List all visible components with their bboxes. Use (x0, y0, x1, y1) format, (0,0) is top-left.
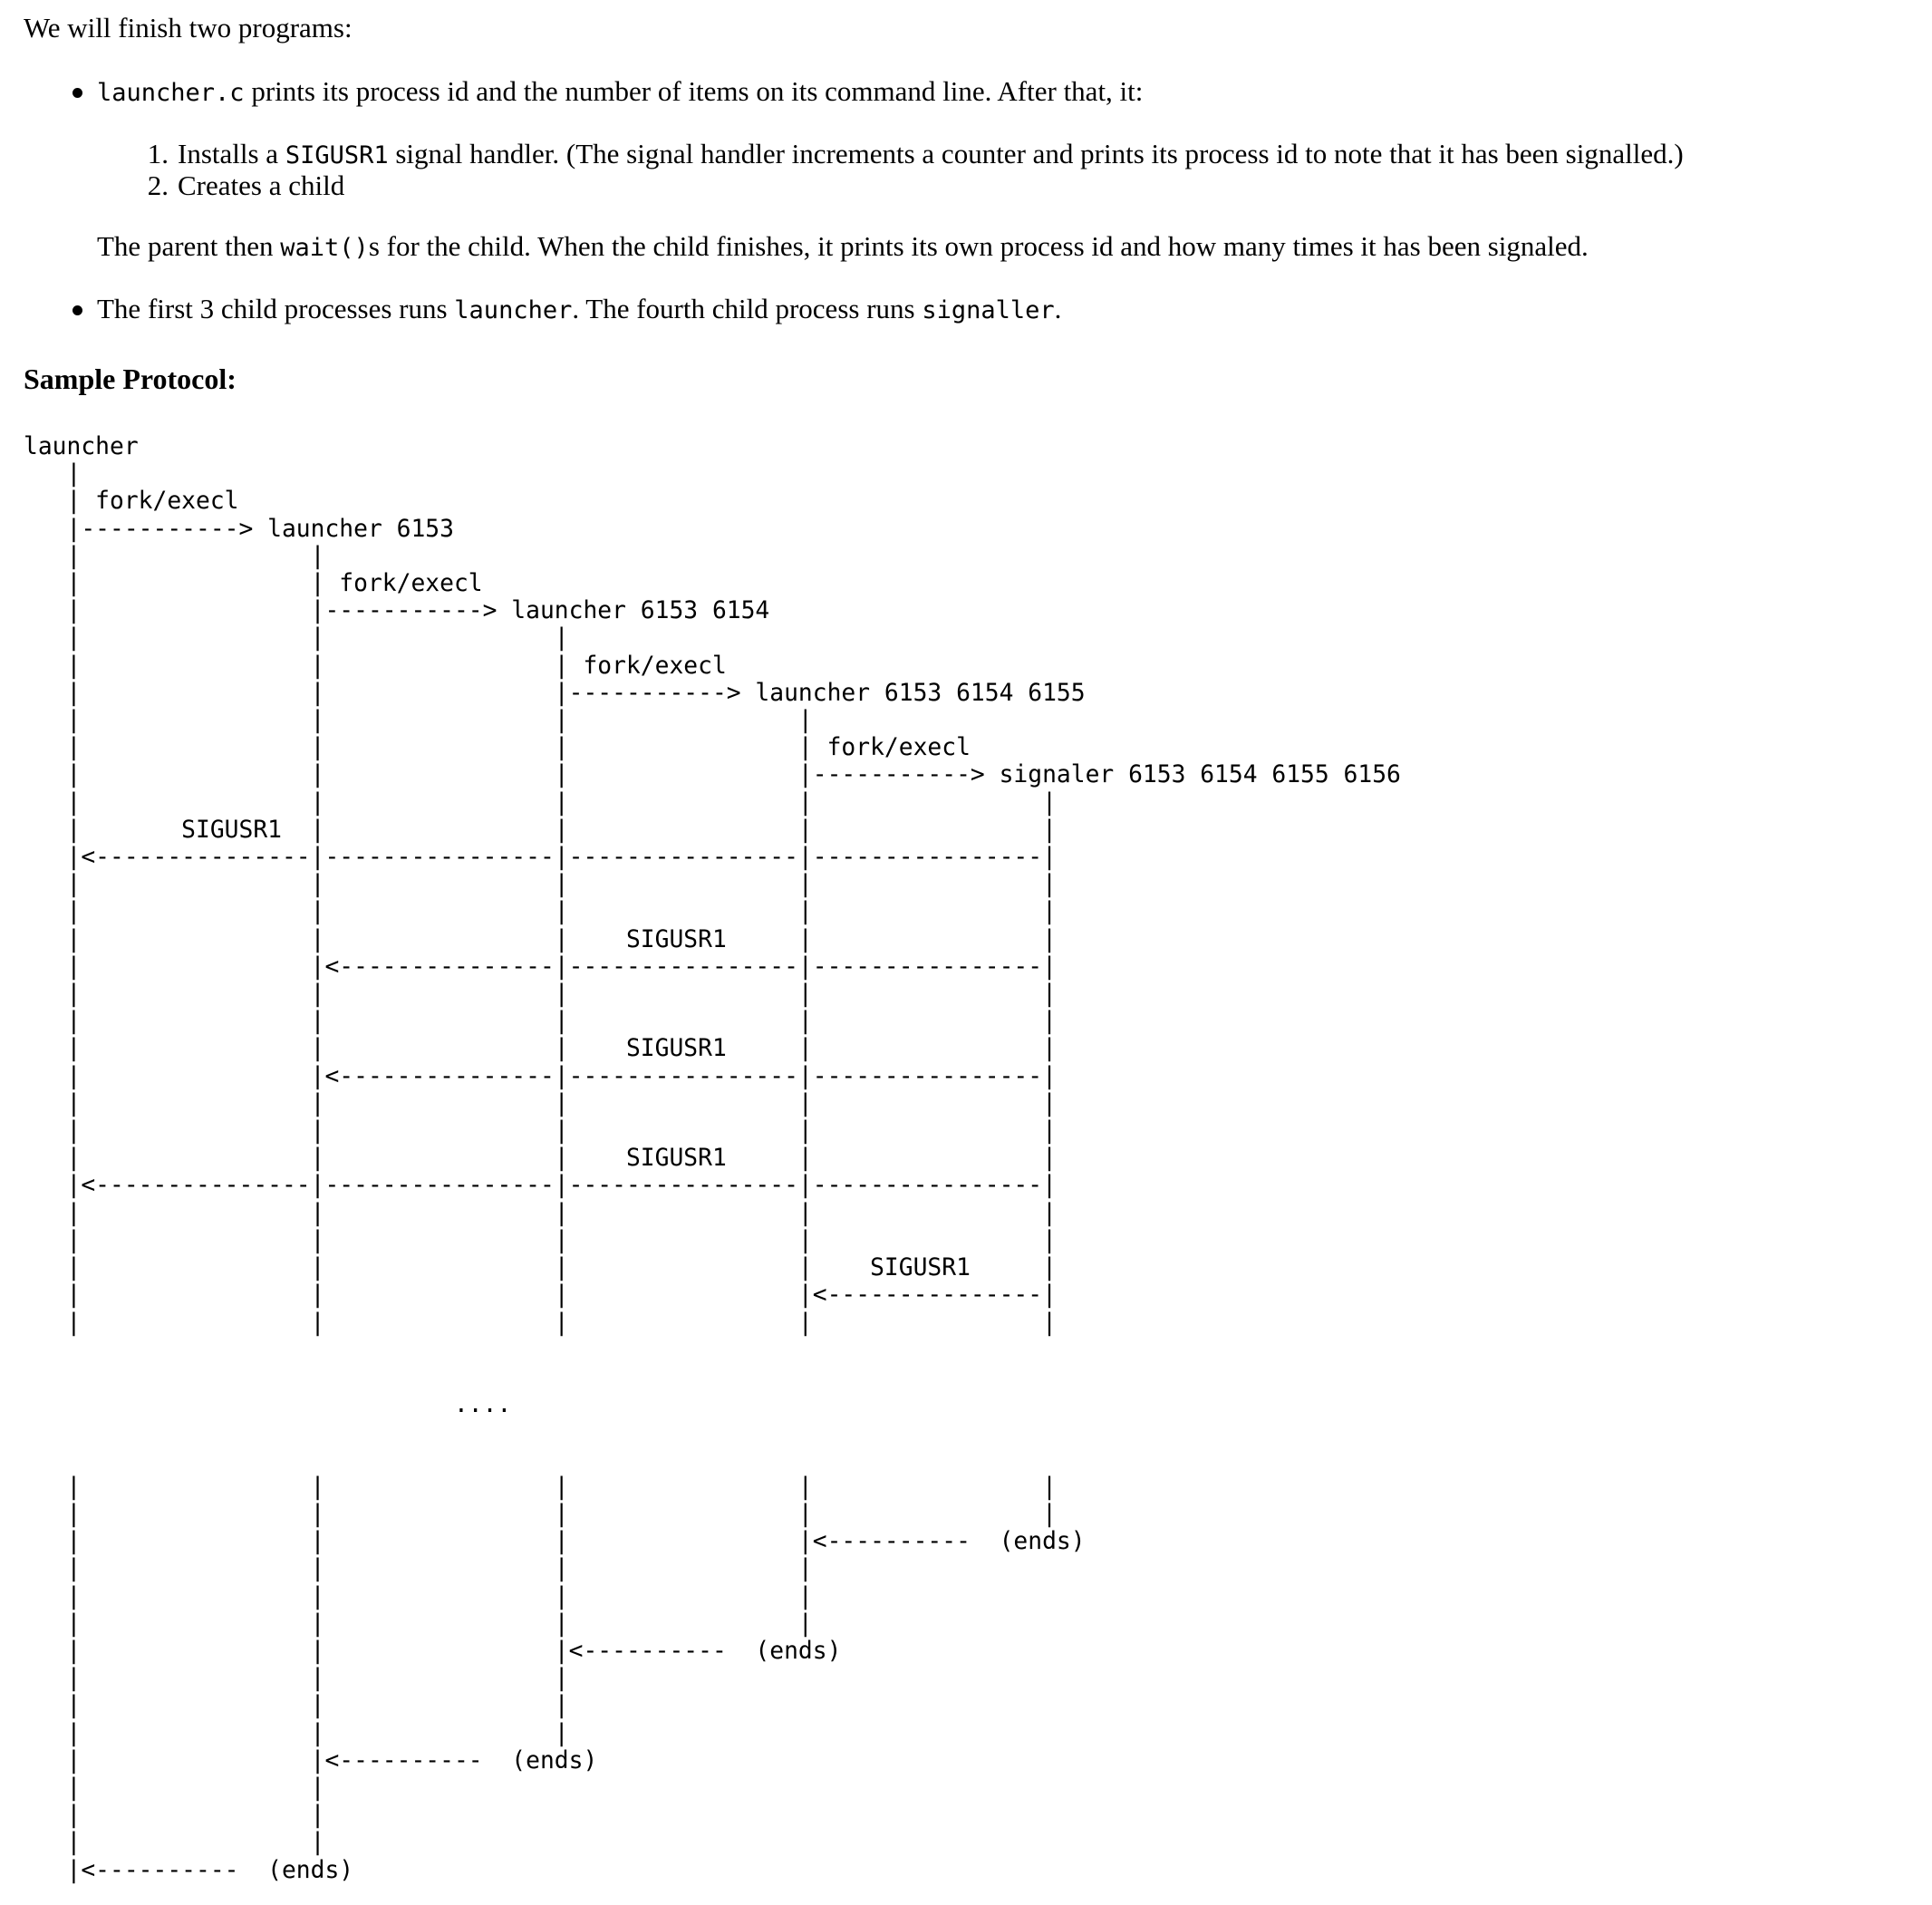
parent-note-post: s for the child. When the child finishes, it prints its own process id and how many times it has been signaled. (368, 230, 1589, 262)
step-text-post: signal handler. (The signal handler increments a counter and prints its process id to note that it has been signalled.) (388, 138, 1684, 169)
step-install-handler (134, 138, 1684, 169)
sample-protocol-heading: Sample Protocol: (24, 363, 237, 395)
step-number: 1. (147, 138, 169, 169)
child-processes-pre: The first 3 child processes runs (97, 293, 455, 324)
parent-wait-note (97, 229, 1589, 265)
launcher-code: launcher (454, 296, 573, 324)
intro-text: We will finish two programs: (24, 12, 353, 44)
bullet-launcher (24, 74, 1143, 110)
step-text: Creates a child (178, 169, 345, 201)
child-processes-mid: . The fourth child process runs (572, 293, 923, 324)
step-create-child (134, 169, 1684, 201)
launcher-description: prints its process id and the number of items on its command line. After that, it: (244, 75, 1144, 107)
step-text-pre: Installs a (178, 138, 285, 169)
launcher-steps (134, 138, 1684, 201)
launcher-c-code: launcher.c (97, 79, 245, 107)
protocol-ascii-diagram: launcher | | fork/execl |-----------> launcher 6153 | | | | fork/execl | |-----------> launcher 6153 6154 | | | | | | fork/execl | | |-----------> launcher 6153 6154 6155 | | | | | | | | fork/execl | | | |-----------> signaler 6153 6154 6155 6156 | | | | | | SIGUSR1 | | | | |<---------------|----------------|----------------|----------------| | | | | | | | | | | | | | SIGUSR1 | | | |<---------------|----------------|----------------| | | | | | | | | | | | | | SIGUSR1 | | | |<---------------|----------------|----------------| | | | | | | | | | | | | | SIGUSR1 | | |<---------------|----------------|----------------|----------------| | | | | | | | | | | | | | | SIGUSR1 | | | | |<---------------| | | | | | .... | | | | | | | | | | | | | |<---------- (ends) | | | | | | | | | | | | | | |<---------- (ends) | | | | | | | | | | |<---------- (ends) | | | | | | |<---------- (ends) (24, 433, 1401, 1884)
parent-note-pre: The parent then (97, 230, 281, 262)
bullet-child-processes (24, 292, 1061, 327)
child-processes-post: . (1054, 293, 1062, 324)
signaller-code: signaller (922, 296, 1055, 324)
sigusr1-code: SIGUSR1 (285, 141, 389, 169)
wait-code: wait() (280, 234, 369, 262)
step-number: 2. (147, 169, 169, 201)
